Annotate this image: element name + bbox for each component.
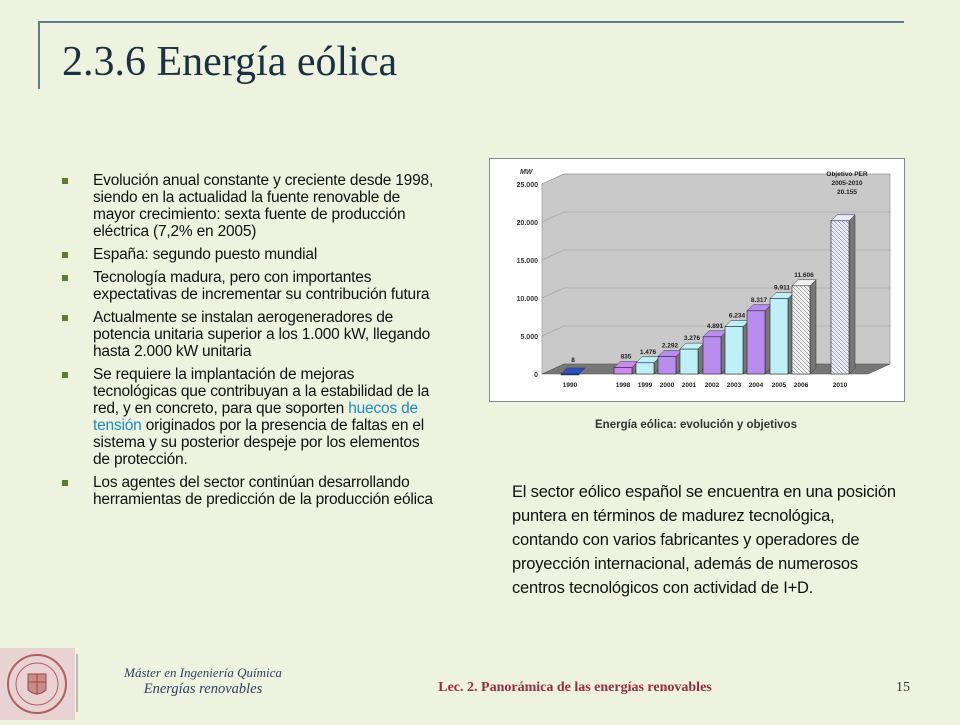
footer-lecture-title: Lec. 2. Panorámica de las energías renovables bbox=[438, 680, 712, 695]
bullet-text: Tecnología madura, pero con importantes expectativas de incrementar su contribución futura bbox=[93, 269, 430, 303]
bar-side bbox=[849, 215, 855, 374]
footer-course-info bbox=[108, 665, 298, 698]
chart-annotation: Objetivo PER bbox=[826, 171, 868, 178]
chart-annotation: 2005-2010 bbox=[831, 180, 863, 187]
y-tick-label: 5.000 bbox=[520, 334, 538, 341]
x-tick-label: 2006 bbox=[793, 382, 809, 389]
x-tick-label: 2005 bbox=[771, 382, 787, 389]
footer-master: Máster en Ingeniería Química bbox=[124, 665, 282, 680]
page-number: 15 bbox=[896, 680, 910, 695]
bullet-square-icon bbox=[62, 275, 68, 281]
footer-course: Energías renovables bbox=[143, 681, 263, 697]
bullet-list bbox=[58, 172, 436, 514]
bar-value-label: 835 bbox=[620, 353, 632, 361]
university-seal-logo bbox=[0, 648, 75, 720]
bullet-text: Actualmente se instalan aerogeneradores de potencia unitaria superior a los 1.000 kW, llegando hasta 2.000 kW unitaria bbox=[93, 309, 431, 360]
y-tick-label: 20.000 bbox=[516, 220, 538, 227]
bar bbox=[725, 327, 743, 374]
bar bbox=[636, 363, 654, 374]
seal-icon bbox=[0, 648, 75, 720]
bar-value-label: 1.476 bbox=[639, 348, 657, 356]
slide-title: 2.3.6 Energía eólica bbox=[62, 39, 398, 85]
y-tick-label: 25.000 bbox=[516, 182, 538, 189]
bar bbox=[680, 349, 698, 374]
bullet-text: Los agentes del sector continúan desarrollando herramientas de predicción de la producción eólica bbox=[93, 474, 433, 508]
bar-value-label: 11.606 bbox=[794, 271, 814, 279]
bar-side bbox=[810, 280, 816, 374]
bullet-square-icon bbox=[62, 372, 68, 378]
y-tick-label: 15.000 bbox=[516, 258, 538, 265]
bullet-square-icon bbox=[62, 480, 68, 486]
bullet-item bbox=[58, 269, 436, 303]
bullet-item bbox=[58, 366, 436, 468]
bar bbox=[561, 374, 579, 375]
bar bbox=[658, 357, 676, 374]
x-tick-label: 2010 bbox=[832, 382, 848, 389]
bullet-item bbox=[58, 246, 436, 263]
title-frame-top-line bbox=[38, 21, 904, 23]
x-tick-label: 2003 bbox=[726, 382, 742, 389]
x-tick-label: 1990 bbox=[562, 382, 578, 389]
bullet-text-pre: Se requiere la implantación de mejoras tecnológicas que contribuyan a la estabilidad de la red, y en concreto, para que soporten bbox=[93, 366, 430, 417]
y-tick-label: 0 bbox=[534, 372, 538, 379]
footer-separator bbox=[76, 654, 78, 712]
bullet-item bbox=[58, 172, 436, 240]
bar-value-label: 8.317 bbox=[750, 296, 768, 304]
x-tick-label: 2000 bbox=[659, 382, 675, 389]
y-tick-label: 10.000 bbox=[516, 296, 538, 303]
bar bbox=[703, 337, 721, 374]
x-tick-label: 2001 bbox=[681, 382, 697, 389]
bullet-square-icon bbox=[62, 252, 68, 258]
bullet-item bbox=[58, 309, 436, 360]
bar-value-label: 3.276 bbox=[683, 335, 701, 343]
x-tick-label: 2004 bbox=[748, 382, 764, 389]
bar bbox=[614, 368, 632, 374]
bullet-text: Evolución anual constante y creciente desde 1998, siendo en la actualidad la fuente renovable de mayor crecimiento: sexta fuente de producción eléctrica (7,2% en 2005) bbox=[93, 172, 434, 240]
bullet-item bbox=[58, 474, 436, 508]
chart-annotation: 20.155 bbox=[837, 189, 857, 196]
bar-value-label: 8 bbox=[571, 357, 575, 364]
x-tick-label: 1998 bbox=[615, 382, 631, 389]
bar bbox=[747, 311, 765, 374]
x-tick-label: 1999 bbox=[637, 382, 653, 389]
bar-value-label: 2.292 bbox=[661, 342, 679, 350]
x-tick-label: 2002 bbox=[704, 382, 720, 389]
wind-energy-chart bbox=[489, 158, 905, 402]
huecos-de-tension-link[interactable]: huecos de tensión bbox=[93, 400, 418, 434]
summary-paragraph: El sector eólico español se encuentra en una posición puntera en términos de madurez tecnológica, contando con varios fabricantes y operadores de proyección internacional, además de numerosos centros tecnológicos con actividad de I+D. bbox=[512, 483, 896, 597]
bullet-text: España: segundo puesto mundial bbox=[93, 246, 318, 263]
bar-value-label: 9.911 bbox=[774, 284, 790, 292]
bar bbox=[770, 299, 788, 374]
bar-value-label: 4.891 bbox=[706, 322, 724, 330]
bullet-square-icon bbox=[62, 315, 68, 321]
bullet-text-post: originados por la presencia de faltas en el sistema y su posterior despeje por los elementos de protección. bbox=[93, 417, 425, 468]
title-frame-left-line bbox=[38, 21, 40, 89]
bar-value-label: 6.234 bbox=[728, 312, 746, 320]
chart-caption: Energía eólica: evolución y objetivos bbox=[595, 419, 797, 431]
chart-svg bbox=[490, 159, 904, 401]
bullet-square-icon bbox=[62, 178, 68, 184]
y-axis-unit-label: MW bbox=[520, 169, 533, 176]
